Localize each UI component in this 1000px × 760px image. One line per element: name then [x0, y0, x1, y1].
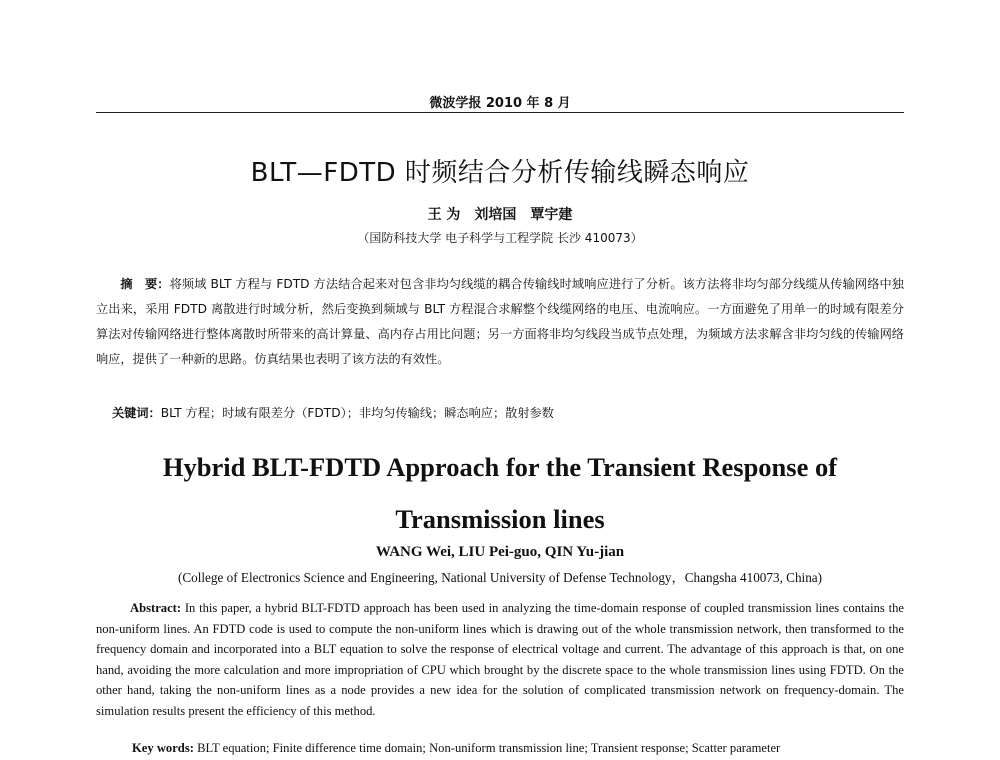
english-keywords	[132, 741, 932, 756]
chinese-keywords	[112, 404, 902, 421]
english-abstract-label: Abstract:	[130, 601, 182, 615]
chinese-affiliation: （国防科技大学 电子科学与工程学院 长沙 410073）	[357, 231, 643, 245]
chinese-abstract-label: 摘 要：	[120, 277, 170, 291]
english-affiliation: (College of Electronics Science and Engineering, National University of Defense Technology，Changsha 410073, China)	[177, 570, 823, 585]
english-authors: WANG Wei, LIU Pei-guo, QIN Yu-jian	[375, 544, 625, 560]
chinese-authors: 王 为 刘培国 覃宇建	[427, 207, 573, 223]
english-keywords-text: BLT equation; Finite difference time domain; Non-uniform transmission line; Transient response; Scatter parameter	[197, 741, 781, 755]
chinese-title: BLT—FDTD 时频结合分析传输线瞬态响应	[250, 158, 750, 188]
chinese-abstract	[96, 272, 904, 372]
english-keywords-label: Key words:	[132, 741, 194, 755]
english-title-line-2: Transmission lines	[395, 504, 605, 534]
english-abstract-text: In this paper, a hybrid BLT-FDTD approach has been used in analyzing the time-domain response of coupled transmission lines contains the non-uniform lines. An FDTD code is used to compute the non-uniform lines which is drawing out of the whole transmission network, then transformed to the frequency domain and incorporated into a BLT equation to solve the response of electrical voltage and current. The advantage of this approach is that, on one hand, avoiding the more calculation and more impropriation of CPU which brought by the discrete space to the whole transmission lines using FDTD. On the other hand, taking the non-uniform lines as a node provides a new idea for the solution of complicated transmission network on frequency-domain. The simulation results present the efficiency of this method.	[96, 601, 904, 718]
chinese-abstract-text: 将频域 BLT 方程与 FDTD 方法结合起来对包含非均匀线缆的耦合传输线时域响应进行了分析。该方法将非均匀部分线缆从传输网络中独立出来，采用 FDTD 离散进行时域分析，然后变换到频域与 BLT 方程混合求解整个线缆网络的电压、电流响应。一方面避免了用单一的时域有限差分算法对传输网络进行整体离散时所带来的高计算量、高内存占用比问题；另一方面将非均匀线段当成节点处理，为频域方法求解含非均匀线的传输网络响应，提供了一种新的思路。仿真结果也表明了该方法的有效性。	[96, 277, 904, 366]
english-abstract	[96, 598, 904, 721]
chinese-keywords-label: 关键词：	[112, 406, 161, 420]
header-rule	[96, 112, 904, 113]
journal-header: 微波学报 2010 年 8 月	[429, 96, 571, 111]
english-title	[0, 441, 1000, 545]
chinese-keywords-text: BLT 方程；时域有限差分（FDTD）；非均匀传输线；瞬态响应；散射参数	[160, 406, 554, 420]
english-title-line-1: Hybrid BLT-FDTD Approach for the Transient Response of	[162, 452, 838, 482]
